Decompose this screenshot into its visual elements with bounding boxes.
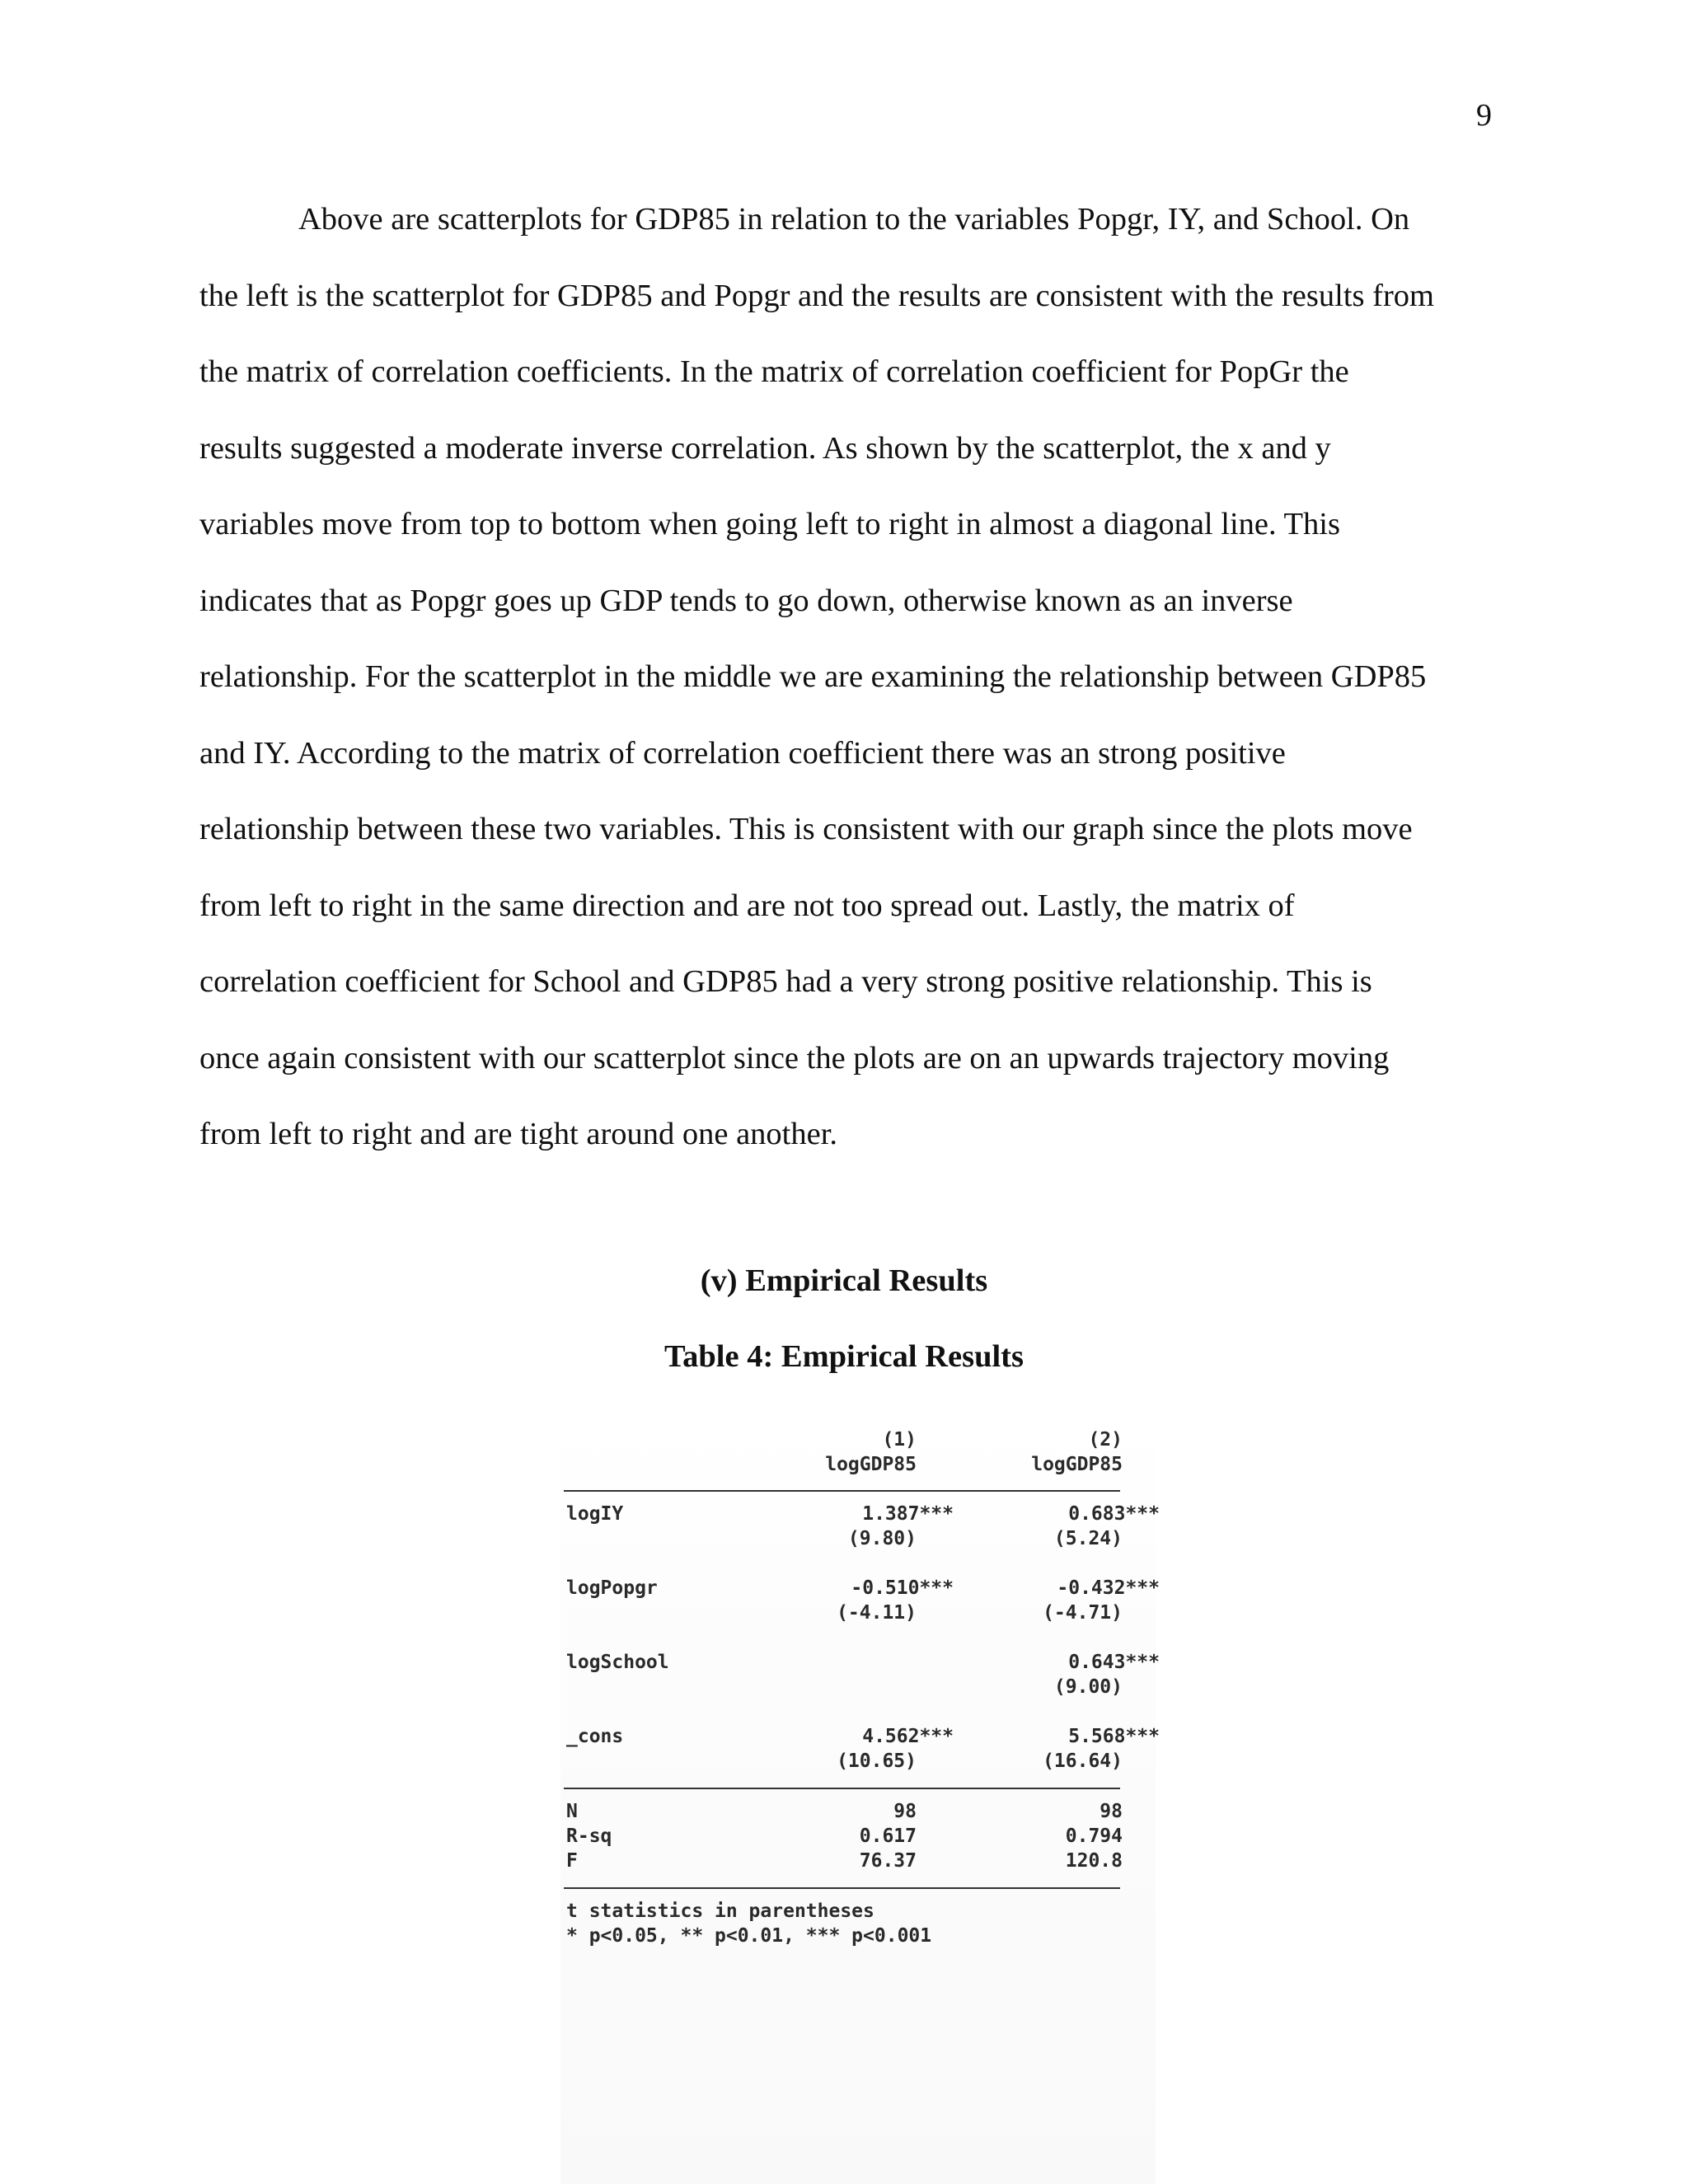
stat-value: 120.8 bbox=[1065, 1850, 1123, 1872]
coefficient: 1.387*** bbox=[862, 1503, 954, 1525]
paragraph-line: once again consistent with our scatterplot since the plots are on an upwards trajectory moving bbox=[199, 1040, 1390, 1076]
column-number: (2) bbox=[1088, 1429, 1123, 1451]
table-rule bbox=[564, 1490, 1120, 1492]
t-statistic: (9.00) bbox=[1053, 1676, 1123, 1698]
row-label: logIY bbox=[566, 1503, 624, 1525]
coefficient: 5.568*** bbox=[1068, 1726, 1160, 1747]
paragraph-line: results suggested a moderate inverse correlation. As shown by the scatterplot, the x and y bbox=[199, 430, 1331, 466]
t-statistic: (16.64) bbox=[1043, 1750, 1123, 1772]
coefficient: -0.432*** bbox=[1057, 1577, 1160, 1599]
row-label: logPopgr bbox=[566, 1577, 658, 1599]
paragraph-line: correlation coefficient for School and GDP85 had a very strong positive relationship. This is bbox=[199, 964, 1372, 999]
paragraph-line: the left is the scatterplot for GDP85 and Popgr and the results are consistent with the results from bbox=[199, 278, 1434, 313]
column-dep-var: logGDP85 bbox=[825, 1454, 917, 1475]
page-number: 9 bbox=[1476, 98, 1492, 133]
coefficient: 0.643*** bbox=[1068, 1652, 1160, 1673]
body-paragraph bbox=[199, 190, 1502, 1181]
paragraph-line: relationship between these two variables. This is consistent with our graph since the plots move bbox=[199, 812, 1413, 846]
t-statistic: (-4.11) bbox=[837, 1602, 917, 1624]
t-statistic: (10.65) bbox=[837, 1750, 917, 1772]
coefficient: 0.683*** bbox=[1068, 1503, 1160, 1525]
coefficient: -0.510*** bbox=[851, 1577, 954, 1599]
stat-value: 76.37 bbox=[859, 1850, 917, 1872]
column-number: (1) bbox=[882, 1429, 917, 1451]
table-rule bbox=[564, 1887, 1120, 1889]
stat-label: R-sq bbox=[566, 1825, 612, 1847]
regression-table bbox=[560, 1419, 1160, 2184]
table-caption: Table 4: Empirical Results bbox=[663, 1339, 1024, 1374]
paragraph-line: from left to right in the same direction and are not too spread out. Lastly, the matrix of bbox=[199, 888, 1295, 923]
stat-value: 98 bbox=[893, 1801, 917, 1822]
t-statistic: (9.80) bbox=[847, 1528, 917, 1549]
column-dep-var: logGDP85 bbox=[1031, 1454, 1123, 1475]
row-label: logSchool bbox=[566, 1652, 669, 1673]
paragraph-line: from left to right and are tight around one another. bbox=[199, 1117, 838, 1151]
table-note: * p<0.05, ** p<0.01, *** p<0.001 bbox=[566, 1925, 932, 1947]
stat-label: N bbox=[566, 1801, 578, 1822]
paragraph-line: relationship. For the scatterplot in the middle we are examining the relationship between GDP85 bbox=[199, 659, 1427, 694]
section-heading: (v) Empirical Results bbox=[700, 1263, 988, 1298]
t-statistic: (-4.71) bbox=[1043, 1602, 1123, 1624]
paragraph-line: indicates that as Popgr goes up GDP tends to go down, otherwise known as an inverse bbox=[199, 583, 1293, 618]
t-statistic: (5.24) bbox=[1053, 1528, 1123, 1549]
stat-value: 0.794 bbox=[1065, 1825, 1123, 1847]
paragraph-line: and IY. According to the matrix of correlation coefficient there was an strong positive bbox=[199, 735, 1286, 771]
stat-value: 98 bbox=[1100, 1801, 1123, 1822]
row-label: _cons bbox=[566, 1726, 624, 1747]
table-rule bbox=[564, 1788, 1120, 1789]
stat-value: 0.617 bbox=[859, 1825, 917, 1847]
stat-label: F bbox=[566, 1850, 578, 1872]
paragraph-line: variables move from top to bottom when going left to right in almost a diagonal line. This bbox=[199, 507, 1340, 541]
coefficient: 4.562*** bbox=[862, 1726, 954, 1747]
table-note: t statistics in parentheses bbox=[566, 1900, 874, 1922]
paragraph-line: Above are scatterplots for GDP85 in relation to the variables Popgr, IY, and School. On bbox=[298, 202, 1410, 237]
paragraph-line: the matrix of correlation coefficients. In the matrix of correlation coefficient for PopGr the bbox=[199, 354, 1349, 389]
